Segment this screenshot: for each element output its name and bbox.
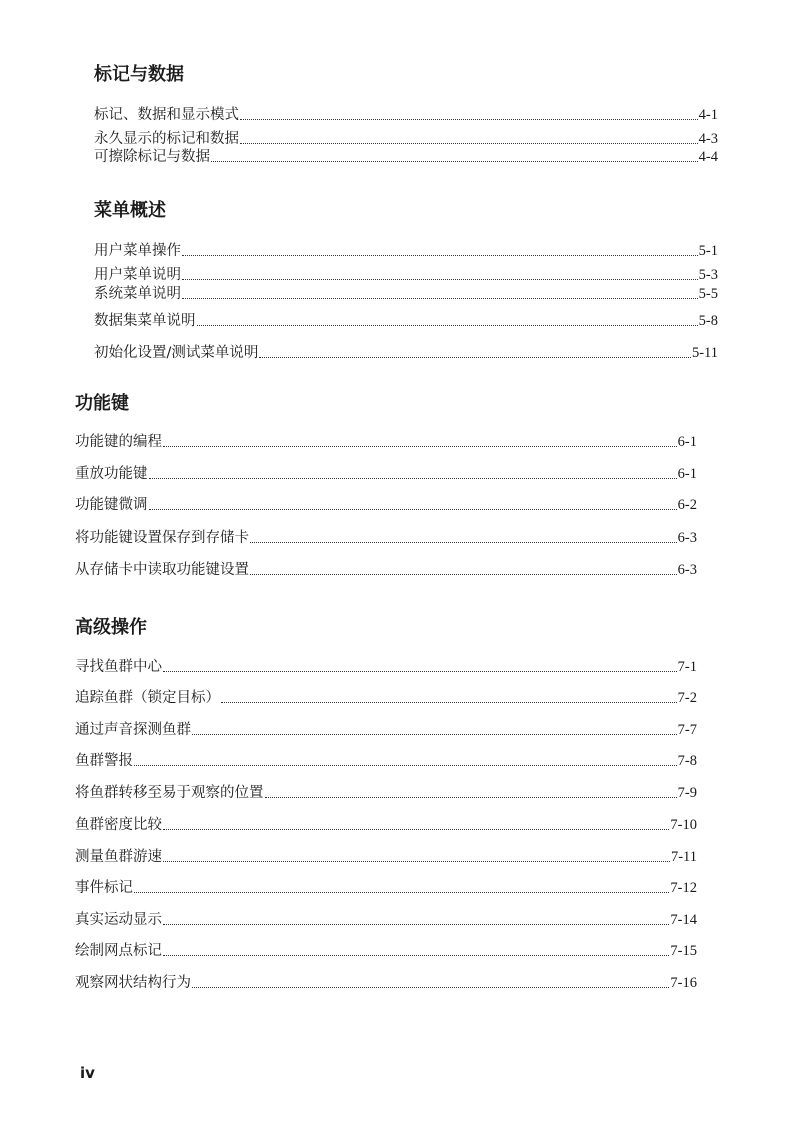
toc-entry[interactable] <box>75 559 697 579</box>
toc-entry-page: 7-15 <box>670 943 697 959</box>
toc-entry[interactable] <box>75 877 697 897</box>
toc-entry[interactable] <box>75 463 697 483</box>
toc-entry[interactable] <box>75 656 697 676</box>
dot-leader <box>149 509 677 510</box>
toc-entry-page: 5-1 <box>698 243 718 259</box>
toc-entry-page: 6-2 <box>677 497 697 513</box>
dot-leader <box>250 542 677 543</box>
toc-entry-label: 事件标记 <box>75 880 133 896</box>
dot-leader <box>240 119 698 120</box>
dot-leader <box>197 325 698 326</box>
dot-leader <box>163 861 670 862</box>
dot-leader <box>250 574 677 575</box>
toc-entry-label: 将鱼群转移至易于观察的位置 <box>75 785 264 801</box>
dot-leader <box>192 987 669 988</box>
toc-entry-page: 7-2 <box>677 690 697 706</box>
section-heading: 功能键 <box>75 393 129 414</box>
section-heading: 高级操作 <box>75 617 147 638</box>
toc-entry[interactable] <box>75 846 697 866</box>
dot-leader <box>182 255 698 256</box>
toc-entry-label: 测量鱼群游速 <box>75 849 162 865</box>
toc-entry-page: 7-14 <box>670 912 697 928</box>
toc-entry-label: 绘制网点标记 <box>75 943 162 959</box>
dot-leader <box>182 298 698 299</box>
dot-leader <box>149 478 677 479</box>
dot-leader <box>259 357 691 358</box>
toc-entry-label: 可擦除标记与数据 <box>94 149 210 165</box>
toc-entry-label: 鱼群警报 <box>75 753 133 769</box>
toc-entry-label: 功能键微调 <box>75 497 148 513</box>
toc-entry-page: 7-7 <box>677 722 697 738</box>
section-heading: 标记与数据 <box>94 64 184 85</box>
toc-entry-label: 重放功能键 <box>75 466 148 482</box>
toc-entry-page: 6-3 <box>677 562 697 578</box>
dot-leader <box>163 955 669 956</box>
toc-entry[interactable] <box>75 431 697 451</box>
toc-entry-label: 用户菜单操作 <box>94 243 181 259</box>
toc-entry-label: 初始化设置/测试菜单说明 <box>94 345 259 361</box>
dot-leader <box>265 797 677 798</box>
toc-entry-page: 5-5 <box>698 286 718 302</box>
toc-entry-page: 7-1 <box>677 659 697 675</box>
dot-leader <box>163 924 669 925</box>
toc-entry-page: 4-1 <box>698 107 718 123</box>
toc-entry-label: 寻找鱼群中心 <box>75 659 162 675</box>
toc-entry[interactable] <box>75 494 697 514</box>
toc-entry-label: 用户菜单说明 <box>94 267 181 283</box>
toc-entry-label: 数据集菜单说明 <box>94 313 196 329</box>
dot-leader <box>163 671 677 672</box>
toc-entry-page: 4-3 <box>698 131 718 147</box>
toc-entry-label: 系统菜单说明 <box>94 286 181 302</box>
toc-entry-page: 6-3 <box>677 530 697 546</box>
toc-entry[interactable] <box>94 146 718 166</box>
toc-entry-label: 从存储卡中读取功能键设置 <box>75 562 249 578</box>
toc-entry[interactable] <box>75 782 697 802</box>
toc-entry-page: 6-1 <box>677 466 697 482</box>
toc-entry[interactable] <box>75 814 697 834</box>
toc-entry-page: 4-4 <box>698 149 718 165</box>
toc-entry[interactable] <box>75 527 697 547</box>
dot-leader <box>134 892 669 893</box>
toc-entry-label: 永久显示的标记和数据 <box>94 131 239 147</box>
section-heading: 菜单概述 <box>94 200 166 221</box>
toc-entry[interactable] <box>94 283 718 303</box>
toc-entry-page: 7-16 <box>670 975 697 991</box>
toc-entry-label: 观察网状结构行为 <box>75 975 191 991</box>
toc-entry-page: 7-10 <box>670 817 697 833</box>
dot-leader <box>240 143 698 144</box>
toc-entry[interactable] <box>75 719 697 739</box>
toc-entry[interactable] <box>75 687 697 707</box>
dot-leader <box>163 446 677 447</box>
toc-entry-page: 5-3 <box>698 267 718 283</box>
toc-entry-page: 5-11 <box>691 345 718 361</box>
toc-entry-page: 7-11 <box>670 849 697 865</box>
toc-entry-label: 功能键的编程 <box>75 434 162 450</box>
dot-leader <box>182 279 698 280</box>
toc-entry-label: 将功能键设置保存到存储卡 <box>75 530 249 546</box>
toc-entry[interactable] <box>75 909 697 929</box>
toc-entry-page: 7-9 <box>677 785 697 801</box>
toc-entry[interactable] <box>94 342 718 362</box>
toc-entry[interactable] <box>75 940 697 960</box>
toc-entry[interactable] <box>75 750 697 770</box>
toc-entry-page: 5-8 <box>698 313 718 329</box>
toc-entry-label: 追踪鱼群（锁定目标） <box>75 690 220 706</box>
toc-entry[interactable] <box>94 240 718 260</box>
dot-leader <box>192 734 677 735</box>
toc-entry-page: 6-1 <box>677 434 697 450</box>
toc-entry-page: 7-12 <box>670 880 697 896</box>
toc-entry-page: 7-8 <box>677 753 697 769</box>
toc-entry[interactable] <box>94 104 718 124</box>
page-folio: iv <box>80 1064 95 1082</box>
toc-entry-label: 标记、数据和显示模式 <box>94 107 239 123</box>
dot-leader <box>221 702 677 703</box>
dot-leader <box>134 765 677 766</box>
toc-entry[interactable] <box>94 310 718 330</box>
toc-entry-label: 鱼群密度比较 <box>75 817 162 833</box>
toc-entry-label: 真实运动显示 <box>75 912 162 928</box>
toc-entry-label: 通过声音探测鱼群 <box>75 722 191 738</box>
toc-entry[interactable] <box>94 264 718 284</box>
dot-leader <box>211 161 698 162</box>
toc-entry[interactable] <box>75 972 697 992</box>
dot-leader <box>163 829 669 830</box>
